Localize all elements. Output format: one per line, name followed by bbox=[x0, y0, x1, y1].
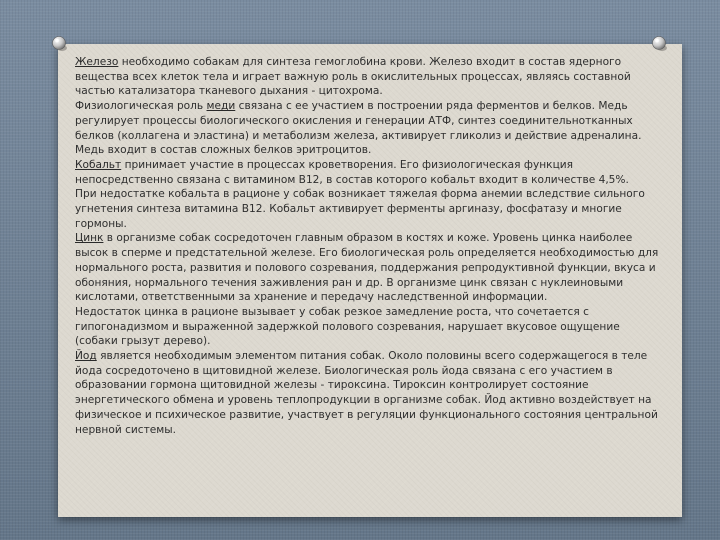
paragraph-iodine bbox=[75, 349, 665, 437]
pushpin-icon bbox=[51, 35, 69, 53]
paragraph-text: принимает участие в процессах кроветворения. Его физиологическая функция непосредственно связана с витамином B12, в состав которого кобальт входит в количестве 4,5%. bbox=[75, 158, 629, 186]
paragraph-cobalt bbox=[75, 158, 665, 187]
term-iron: Железо bbox=[75, 56, 119, 68]
paragraph-text: Недостаток цинка в рационе вызывает у собак резкое замедление роста, что сочетается с гипогонадизмом и выраженной задержкой полового созревания, нарушает вкусовое ощущение (собаки грызут дерево). bbox=[75, 305, 620, 348]
term-cobalt: Кобальт bbox=[75, 158, 122, 171]
paragraph-cobalt-deficiency bbox=[75, 187, 665, 231]
paragraph-iron bbox=[75, 55, 665, 99]
pushpin-icon bbox=[651, 35, 669, 53]
term-zinc: Цинк bbox=[75, 232, 104, 245]
paragraph-text: необходимо собакам для синтеза гемоглобина крови. Железо входит в состав ядерного вещества всех клеток тела и играет важную роль в окислительных процессах, являясь составной частью катализатора тканевого дыхания - цитохрома. bbox=[75, 56, 631, 98]
paragraph-text: При недостатке кобальта в рационе у собак возникает тяжелая форма анемии вследствие сильного угнетения синтеза витамина B12. Кобальт активирует ферменты аргиназу, фосфатазу и многие гормоны. bbox=[75, 188, 645, 230]
paragraph-copper bbox=[75, 99, 665, 158]
term-iodine: Йод bbox=[75, 350, 97, 363]
paragraph-text: является необходимым элементом питания собак. Около половины всего содержащегося в теле йода сосредоточено в щитовидной железе. Биологическая роль йода связана с его участием в образовании гормона щитовидной железы - тироксина. Тироксин контролирует состояние энергетического обмена и уровень теплопродукции в организме собак. Йод активно воздействует на физическое и психическое развитие, участвует в регуляции функционального состояния центральной нервной системы. bbox=[75, 350, 658, 436]
text-body bbox=[75, 55, 665, 437]
paragraph-text: Физиологическая роль bbox=[75, 100, 207, 113]
paragraph-text: связана с ее участием в построении ряда ферментов и белков. Медь регулирует процессы биологического окисления и генерации АТФ, синтез соединительнотканных белков (коллагена и эластина) и метаболизм железа, активирует гликолиз и действие адреналина. Медь входит в состав сложных белков эритроцитов. bbox=[75, 100, 642, 157]
paragraph-text: в организме собак сосредоточен главным образом в костях и коже. Уровень цинка наиболее высок в сперме и предстательной железе. Его биологическая роль определяется необходимостью для нормального роста, развития и полового созревания, поддержания репродуктивной функции, вкуса и обоняния, нормального течения заживления ран и др. В организме цинк связан с нуклеиновыми кислотами, ответственными за хранение и передачу наследственной информации. bbox=[75, 232, 659, 304]
paragraph-zinc bbox=[75, 231, 665, 305]
term-copper: меди bbox=[206, 100, 236, 113]
paragraph-zinc-deficiency bbox=[75, 305, 665, 349]
